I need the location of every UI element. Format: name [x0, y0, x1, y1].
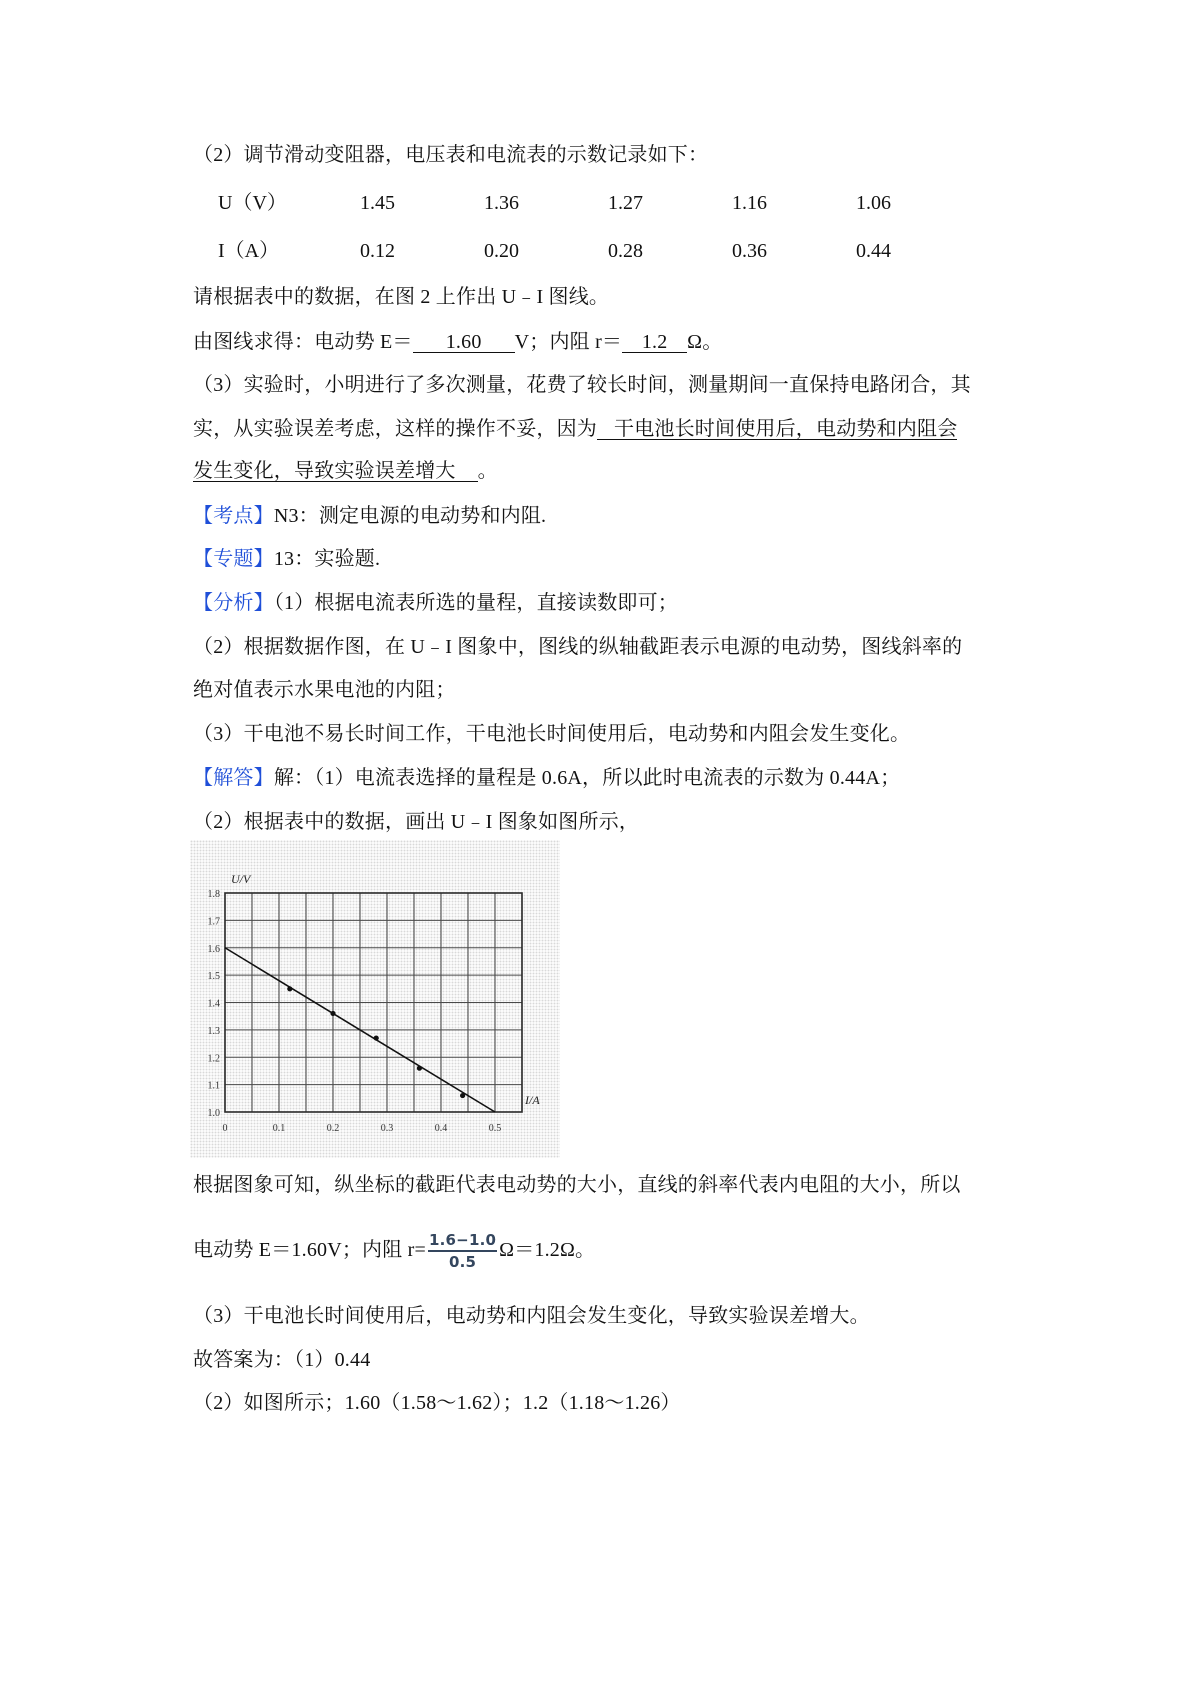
x-tick-label: 0.5 [488, 1123, 502, 1134]
data-point [287, 986, 292, 991]
y-tick-label: 1.6 [207, 943, 220, 955]
x-tick-label: 0 [222, 1123, 228, 1134]
y-tick-label: 1.7 [207, 916, 220, 928]
jieda-calc-line [193, 1229, 595, 1271]
jieda-tag: 【解答】 [193, 767, 274, 789]
data-point [330, 1011, 335, 1016]
part2-result-line [193, 330, 722, 354]
zhuanti-text: 13：实验题. [273, 548, 381, 570]
u-i-chart-svg [190, 840, 560, 1158]
kaodian-text: N3：测定电源的电动势和内阻. [273, 505, 547, 527]
table-cell: 0.28 [608, 240, 643, 262]
x-tick-label: 0.2 [326, 1123, 340, 1134]
calc-prefix: 电动势 E＝1.60V；内阻 r= [193, 1239, 426, 1261]
fenxi-line4: （3）干电池不易长时间工作，干电池长时间使用后，电动势和内阻会发生变化。 [193, 723, 911, 745]
y-tick-label: 1.0 [207, 1108, 220, 1119]
x-tick-label: 0.1 [272, 1123, 286, 1134]
data-point [417, 1066, 422, 1071]
part3-line3 [193, 459, 498, 483]
table-cell: 1.45 [360, 192, 395, 214]
part2-intro: （2）调节滑动变阻器，电压表和电流表的示数记录如下： [193, 144, 709, 166]
data-point [374, 1035, 379, 1040]
y-axis-title: U/V [231, 872, 251, 886]
jieda-line1 [193, 766, 900, 790]
jieda-line2: （2）根据表中的数据，画出 U﹣I 图象如图所示， [193, 811, 640, 833]
x-tick-label: 0.3 [380, 1123, 394, 1134]
y-tick-label: 1.4 [207, 998, 220, 1010]
calc-suffix: Ω＝1.2Ω。 [499, 1239, 596, 1261]
emf-answer-blank: 1.60 [413, 332, 515, 353]
y-tick-label: 1.1 [207, 1080, 220, 1092]
part3-line2 [193, 417, 957, 441]
part3-answer-underlined: 干电池长时间使用后，电动势和内阻会 [597, 419, 957, 440]
result-prefix: 由图线求得：电动势 E＝ [193, 331, 413, 353]
table-row-current [218, 239, 980, 263]
part3-line2-prefix: 实，从实验误差考虑，这样的操作不妥，因为 [193, 418, 597, 440]
part3-answer-underlined: 发生变化，导致实验误差增大 [193, 461, 478, 482]
y-tick-label: 1.8 [207, 889, 220, 900]
fenxi-line1 [193, 591, 678, 615]
x-tick-label: 0.4 [434, 1123, 448, 1134]
part3-line3-suffix: 。 [477, 460, 498, 482]
answer-summary-line1: 故答案为：（1）0.44 [193, 1349, 371, 1371]
part3-line1: （3）实验时，小明进行了多次测量，花费了较长时间，测量期间一直保持电路闭合，其 [193, 374, 971, 396]
answer-summary-line2: （2）如图所示；1.60（1.58～1.62）；1.2（1.18～1.26） [193, 1392, 681, 1414]
jieda-line5: （3）干电池长时间使用后，电动势和内阻会发生变化，导致实验误差增大。 [193, 1305, 870, 1327]
table-cell: 1.06 [856, 192, 891, 214]
table-cell: 0.12 [360, 240, 395, 262]
zhuanti-line [193, 547, 380, 571]
jieda-line3: 根据图象可知，纵坐标的截距代表电动势的大小，直线的斜率代表内电阻的大小，所以 [193, 1174, 961, 1196]
fraction-numerator: 1.6−1.0 [428, 1231, 497, 1252]
data-point [460, 1093, 465, 1098]
chart-grid [225, 893, 522, 1112]
table-cell: 1.16 [732, 192, 767, 214]
resistance-answer-blank: 1.2 [622, 332, 687, 353]
table-row-voltage [218, 191, 980, 215]
table-cell: 0.36 [732, 240, 767, 262]
table-cell: 1.36 [484, 192, 519, 214]
resistance-fraction [428, 1231, 497, 1271]
u-i-chart [190, 840, 560, 1158]
fenxi-line3: 绝对值表示水果电池的内阻； [193, 679, 456, 701]
x-axis-title: I/A [525, 1093, 540, 1107]
kaodian-line [193, 504, 546, 528]
result-mid: V；内阻 r＝ [514, 331, 623, 353]
result-suffix: Ω。 [687, 331, 723, 353]
jieda-text: 解：（1）电流表选择的量程是 0.6A，所以此时电流表的示数为 0.44A； [273, 767, 901, 789]
table-cell: 0.20 [484, 240, 519, 262]
kaodian-tag: 【考点】 [193, 505, 274, 527]
table-cell: 1.27 [608, 192, 643, 214]
y-tick-label: 1.3 [207, 1025, 220, 1037]
fenxi-tag: 【分析】 [193, 592, 274, 614]
fraction-denominator: 0.5 [448, 1253, 477, 1272]
table-row-label: U（V） [218, 192, 287, 214]
y-tick-label: 1.2 [207, 1053, 220, 1065]
table-row-label: I（A） [218, 240, 280, 262]
table-cell: 0.44 [856, 240, 891, 262]
fenxi-text: （1）根据电流表所选的量程，直接读数即可； [273, 592, 679, 614]
fenxi-line2: （2）根据数据作图，在 U﹣I 图象中，图线的纵轴截距表示电源的电动势，图线斜率的 [193, 636, 963, 658]
zhuanti-tag: 【专题】 [193, 548, 274, 570]
part2-instruction: 请根据表中的数据，在图 2 上作出 U﹣I 图线。 [193, 286, 610, 308]
y-tick-label: 1.5 [207, 971, 220, 983]
